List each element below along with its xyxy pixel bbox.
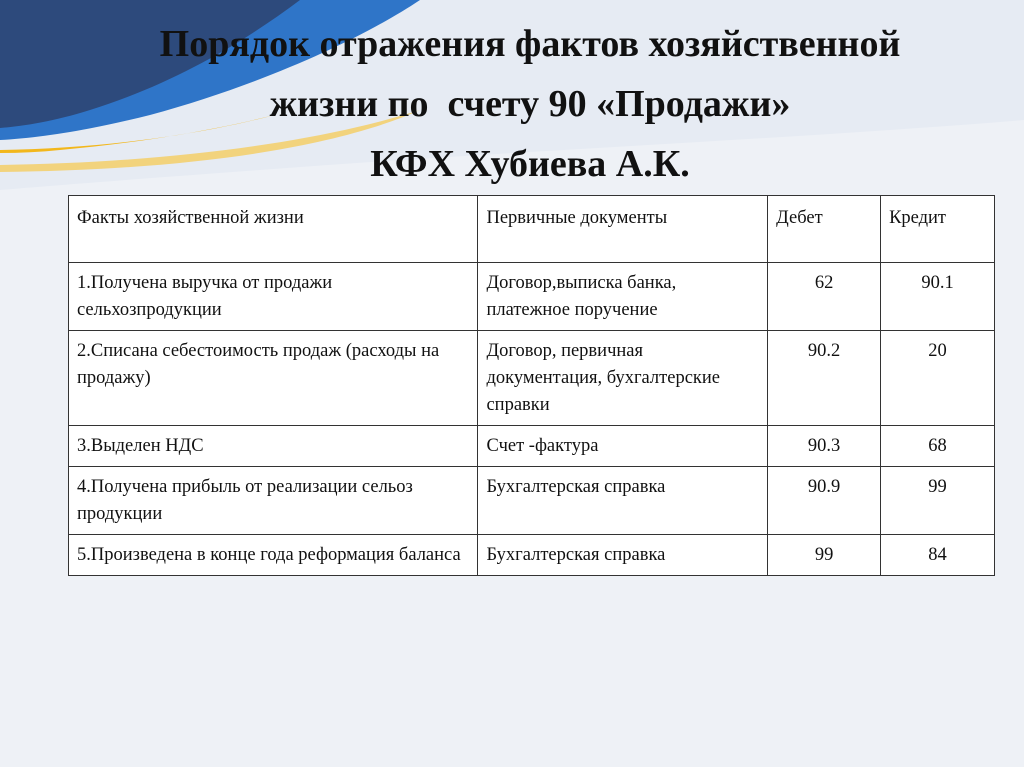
documents-cell: Бухгалтерская справка bbox=[478, 535, 768, 576]
credit-cell: 20 bbox=[881, 331, 995, 426]
fact-cell: 1.Получена выручка от продажи сельхозпродукции bbox=[69, 263, 478, 331]
fact-cell: 2.Списана себестоимость продаж (расходы на продажу) bbox=[69, 331, 478, 426]
debit-cell: 90.9 bbox=[768, 467, 881, 535]
title-line-3: КФХ Хубиева А.К. bbox=[370, 143, 690, 185]
debit-cell: 62 bbox=[768, 263, 881, 331]
table-row bbox=[69, 467, 995, 535]
fact-cell: 5.Произведена в конце года реформация баланса bbox=[69, 535, 478, 576]
transactions-table bbox=[68, 195, 995, 576]
table-row bbox=[69, 263, 995, 331]
debit-cell: 99 bbox=[768, 535, 881, 576]
title-line-2: жизни по счету 90 «Продажи» bbox=[269, 83, 791, 125]
documents-cell: Договор, первичная документация, бухгалтерские справки bbox=[478, 331, 768, 426]
credit-cell: 84 bbox=[881, 535, 995, 576]
header-facts: Факты хозяйственной жизни bbox=[69, 196, 478, 263]
table-row bbox=[69, 426, 995, 467]
credit-cell: 99 bbox=[881, 467, 995, 535]
debit-cell: 90.2 bbox=[768, 331, 881, 426]
header-debit: Дебет bbox=[768, 196, 881, 263]
title-line-1: Порядок отражения фактов хозяйственной bbox=[159, 23, 901, 65]
fact-cell: 4.Получена прибыль от реализации сельоз продукции bbox=[69, 467, 478, 535]
documents-cell: Счет -фактура bbox=[478, 426, 768, 467]
table-row bbox=[69, 535, 995, 576]
debit-cell: 90.3 bbox=[768, 426, 881, 467]
header-credit: Кредит bbox=[881, 196, 995, 263]
slide-title bbox=[60, 14, 1000, 194]
documents-cell: Договор,выписка банка, платежное поручение bbox=[478, 263, 768, 331]
header-documents: Первичные документы bbox=[478, 196, 768, 263]
table-header-row bbox=[69, 196, 995, 263]
table-row bbox=[69, 331, 995, 426]
documents-cell: Бухгалтерская справка bbox=[478, 467, 768, 535]
credit-cell: 90.1 bbox=[881, 263, 995, 331]
credit-cell: 68 bbox=[881, 426, 995, 467]
fact-cell: 3.Выделен НДС bbox=[69, 426, 478, 467]
